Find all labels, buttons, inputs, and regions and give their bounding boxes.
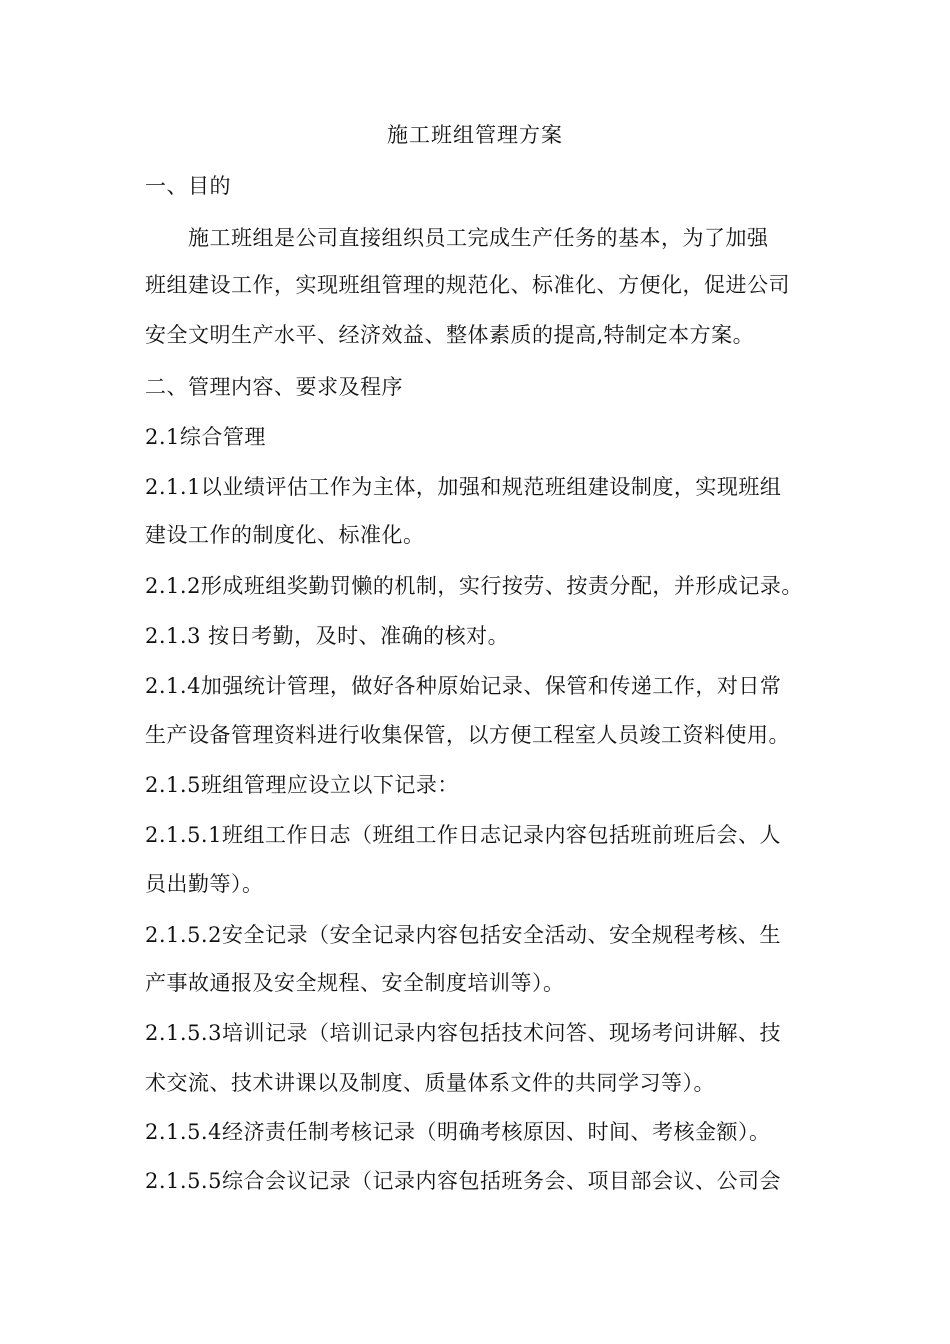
document-title: 施工班组管理方案	[387, 123, 563, 147]
paragraph-line: 2.1.4加强统计管理，做好各种原始记录、保管和传递工作，对日常	[145, 674, 782, 698]
paragraph-line: 2.1.5.4经济责任制考核记录（明确考核原因、时间、考核金额）。	[145, 1120, 771, 1144]
paragraph-line: 2.1.3 按日考勤，及时、准确的核对。	[145, 624, 510, 648]
paragraph-line: 2.1.5.3培训记录（培训记录内容包括技术问答、现场考问讲解、技	[145, 1021, 781, 1045]
paragraph-line: 2.1.5.1班组工作日志（班组工作日志记录内容包括班前班后会、人	[145, 823, 781, 847]
paragraph-line: 班组建设工作，实现班组管理的规范化、标准化、方便化，促进公司	[145, 273, 790, 297]
paragraph-line: 产事故通报及安全规程、安全制度培训等）。	[145, 971, 565, 995]
paragraph-line: 2.1.1以业绩评估工作为主体，加强和规范班组建设制度，实现班组	[145, 475, 782, 499]
paragraph-line: 2.1.5班组管理应设立以下记录：	[145, 773, 459, 797]
section-heading-purpose: 一、目的	[145, 174, 231, 198]
paragraph-line: 2.1.2形成班组奖勤罚懒的机制，实行按劳、按责分配，并形成记录。	[145, 574, 803, 598]
paragraph-line: 生产设备管理资料进行收集保管，以方便工程室人员竣工资料使用。	[145, 723, 790, 747]
paragraph-line: 2.1.5.2安全记录（安全记录内容包括安全活动、安全规程考核、生	[145, 923, 781, 947]
paragraph-line: 施工班组是公司直接组织员工完成生产任务的基本，为了加强	[188, 226, 769, 250]
paragraph-line: 安全文明生产水平、经济效益、整体素质的提高,特制定本方案。	[145, 323, 755, 347]
section-heading-content: 二、管理内容、要求及程序	[145, 375, 403, 399]
subsection-heading: 2.1综合管理	[145, 425, 266, 449]
paragraph-line: 2.1.5.5综合会议记录（记录内容包括班务会、项目部会议、公司会	[145, 1169, 781, 1193]
paragraph-line: 建设工作的制度化、标准化。	[145, 523, 425, 547]
paragraph-line: 术交流、技术讲课以及制度、质量体系文件的共同学习等）。	[145, 1071, 715, 1095]
paragraph-line: 员出勤等）。	[145, 872, 264, 896]
